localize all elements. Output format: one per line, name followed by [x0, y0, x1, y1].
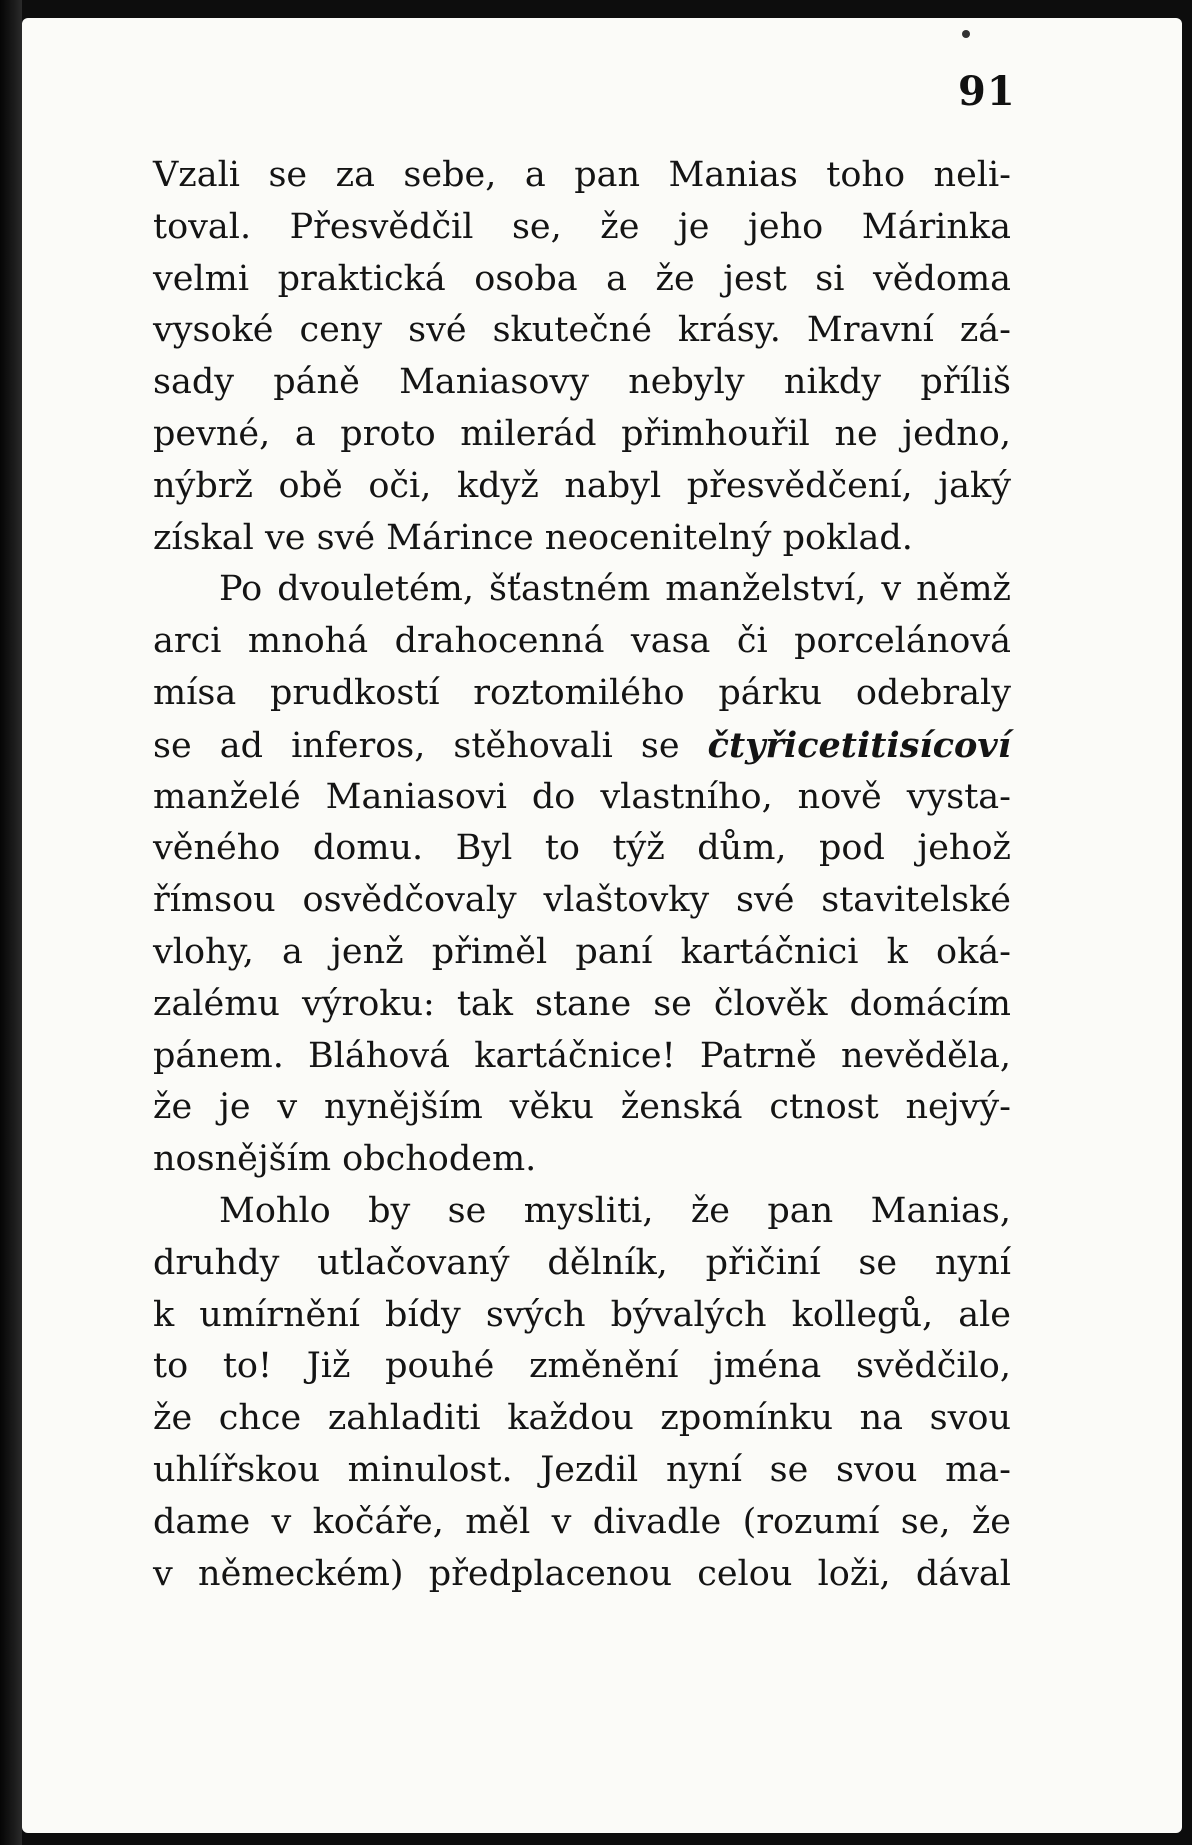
page-number: 91 [958, 68, 1016, 115]
text-line: manželé Maniasovi do vlastního, nově vysta- [153, 776, 1011, 817]
text-line: Vzali se za sebe, a pan Manias toho neli- [153, 155, 1011, 195]
text-line: velmi praktická osoba a že jest si vědoma [153, 258, 1011, 299]
text-line: pánem. Bláhová kartáčnice! Patrně nevěděla, [153, 1035, 1011, 1076]
text-line: to to! Již pouhé změnění jména svědčilo, [153, 1346, 1011, 1387]
italic-word: čtyřicetitisícoví [707, 724, 1011, 766]
text-line: druhdy utlačovaný dělník, přičiní se nyní [153, 1242, 1011, 1283]
text-line: získal ve své Márince neocenitelný poklad. [153, 517, 913, 558]
text-line: věného domu. Byl to týž dům, pod jehož [153, 828, 1011, 869]
text-line: vysoké ceny své skutečné krásy. Mravní zá- [153, 310, 1011, 351]
text-line: zalému výroku: tak stane se člověk domácím [153, 983, 1011, 1024]
text-line: mísa prudkostí roztomilého párku odebraly [153, 672, 1011, 713]
book-binding-edge [0, 0, 22, 1845]
text-line: v německém) předplacenou celou loži, dával [153, 1553, 1011, 1594]
text-line: pevné, a proto milerád přimhouřil ne jedno, [153, 413, 1011, 454]
text-line: k umírnění bídy svých bývalých kollegů, ale [153, 1294, 1011, 1335]
paragraph-start-line: Mohlo by se mysliti, že pan Manias, [219, 1190, 1011, 1231]
text-line: že je v nynějším věku ženská ctnost nejvý- [153, 1087, 1011, 1128]
text-segment: se ad inferos, stěhovali se [153, 725, 680, 766]
text-line: že chce zahladiti každou zpomínku na svou [153, 1398, 1011, 1439]
text-line: nýbrž obě oči, když nabyl přesvědčení, jaký [153, 465, 1011, 506]
paragraph-start-line: Po dvouletém, šťastném manželství, v němž [219, 569, 1011, 610]
ink-speck [962, 30, 970, 38]
text-line: dame v kočáře, měl v divadle (rozumí se, že [153, 1501, 1011, 1542]
text-line: vlohy, a jenž přiměl paní kartáčnici k oká- [153, 931, 1011, 972]
text-line: arci mnohá drahocenná vasa či porcelánová [153, 621, 1011, 662]
text-line: nosnějším obchodem. [153, 1139, 537, 1180]
text-line: uhlířskou minulost. Jezdil nyní se svou ma- [153, 1449, 1011, 1490]
text-line-with-italic [153, 720, 1011, 772]
text-line: toval. Přesvědčil se, že je jeho Márinka [153, 206, 1011, 247]
text-line: sady páně Maniasovy nebyly nikdy příliš [153, 362, 1011, 403]
body-text [153, 150, 1011, 1600]
text-line: římsou osvědčovaly vlaštovky své stavitelské [153, 880, 1011, 921]
